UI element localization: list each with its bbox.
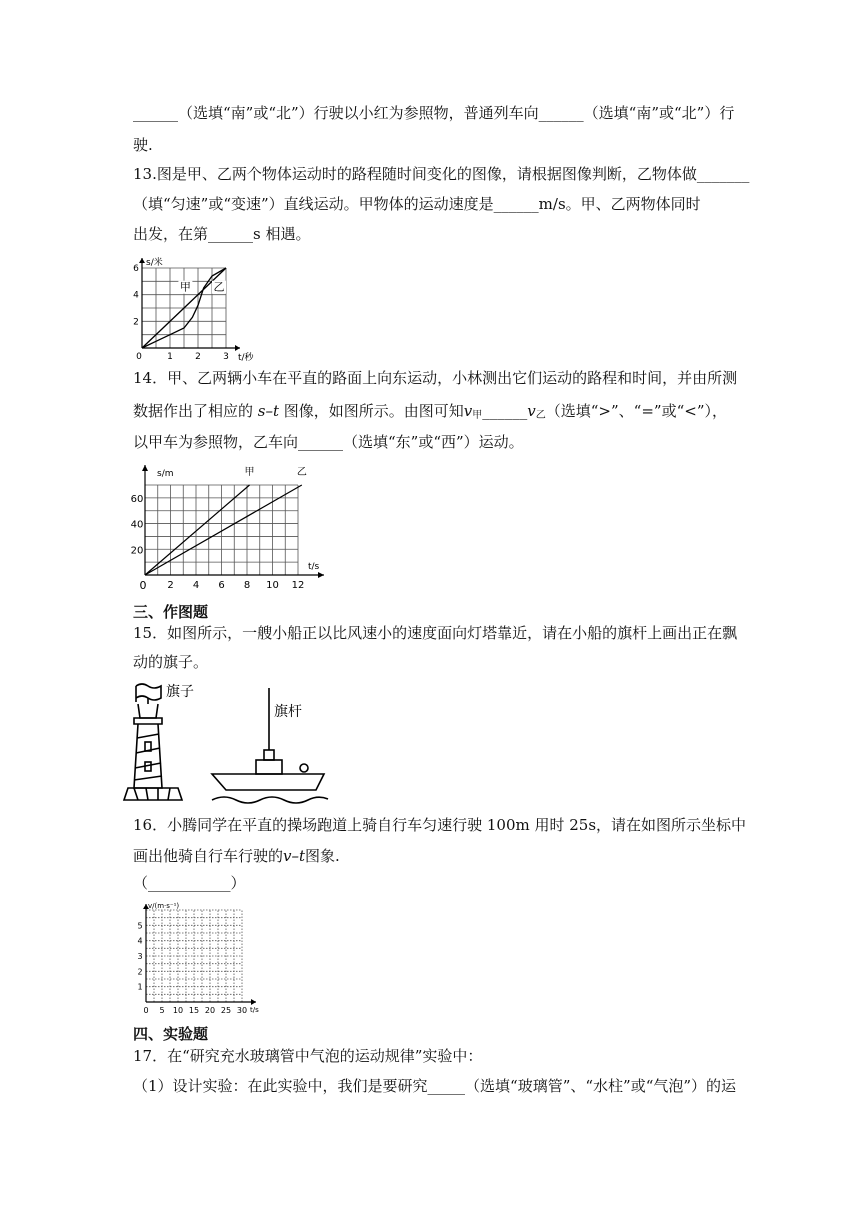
y-tick-label: 1 <box>137 982 143 992</box>
x-tick-label: 5 <box>159 1006 165 1015</box>
q15-figure <box>128 678 348 808</box>
origin-label: 0 <box>136 352 142 362</box>
x-tick-label: 8 <box>243 580 251 591</box>
x-arrow <box>318 572 324 578</box>
y-tick-label: 4 <box>133 290 139 301</box>
q14-text-post: （选填“>”、“=”或“<”）， <box>545 402 727 420</box>
q16-text-pre: 画出他骑自行车行驶的 <box>133 847 284 865</box>
series-label: 甲 <box>244 467 255 478</box>
y-axis-label: s/m <box>157 469 174 479</box>
x-tick-label: 0 <box>143 1006 149 1015</box>
q17-line-1: 17．在“研究充水玻璃管中气泡的运动规律”实验中： <box>133 1047 483 1065</box>
x-tick-label: 3 <box>223 352 229 362</box>
y-tick-label: 4 <box>137 936 143 946</box>
q15-line-1: 15．如图所示，一艘小船正以比风速小的速度面向灯塔靠近，请在小船的旗杆上画出正在飘 <box>133 624 738 642</box>
boat <box>212 688 328 803</box>
flag-label-group <box>166 684 194 700</box>
series-label: 甲 <box>179 280 191 294</box>
x-tick-label: 4 <box>192 580 200 591</box>
flag-label: 旗子 <box>166 684 194 700</box>
x-arrow <box>235 345 240 351</box>
x-axis-label: t/s <box>250 1006 259 1014</box>
section-3-heading: 三、作图题 <box>133 603 209 621</box>
q14-blank: ______ <box>482 402 528 420</box>
q16-chart <box>130 898 270 1020</box>
x-tick-label: 2 <box>195 352 201 362</box>
x-tick-label: 20 <box>204 1006 216 1015</box>
q14-st: s–t <box>257 402 280 420</box>
q14-line-1: 14．甲、乙两辆小车在平直的路面上向东运动，小林测出它们运动的路程和时间，并由所测 <box>133 369 738 387</box>
y-tick-label: 60 <box>130 493 144 505</box>
x-tick-label: 12 <box>291 580 305 591</box>
q12-line-2: 驶. <box>133 136 153 154</box>
q14-sub-jia: 甲 <box>472 410 483 421</box>
q14-sub-yi: 乙 <box>535 410 546 421</box>
q14-v-jia: v <box>463 402 473 420</box>
q14-line-3: 以甲车为参照物，乙车向______（选填“东”或“西”）运动。 <box>133 433 524 451</box>
y-tick-label: 5 <box>137 921 143 931</box>
x-tick-label: 10 <box>172 1006 184 1015</box>
x-arrow <box>251 999 256 1005</box>
q14-line-2 <box>133 401 727 426</box>
q16-text-post: 图象. <box>305 847 340 865</box>
mast-label: 旗杆 <box>274 704 302 720</box>
y-tick-label: 20 <box>130 545 144 557</box>
x-tick-label: 1 <box>167 352 173 362</box>
y-tick-label: 3 <box>137 952 143 961</box>
series-label: 乙 <box>213 280 225 294</box>
section-4-heading: 四、实验题 <box>133 1025 209 1043</box>
series-line-yi <box>145 485 302 575</box>
y-arrow <box>142 465 148 471</box>
q15-line-2: 动的旗子。 <box>133 653 209 671</box>
lighthouse <box>124 684 182 800</box>
y-tick-label: 40 <box>130 519 144 531</box>
q16-answer-blank: （___________） <box>133 874 246 892</box>
q13-line-2: （填“匀速”或“变速”）直线运动。甲物体的运动速度是______m/s。甲、乙两物体同时 <box>133 195 701 213</box>
origin-label: 0 <box>139 579 147 592</box>
x-axis-label: t/秒 <box>238 353 254 363</box>
series-label: 乙 <box>296 467 307 478</box>
y-axis-label: v/(m·s⁻¹) <box>148 902 180 910</box>
x-tick-label: 15 <box>188 1006 200 1015</box>
q14-v-yi: v <box>527 402 536 420</box>
q13-chart <box>128 252 268 362</box>
q13-line-1: 13.图是甲、乙两个物体运动时的路程随时间变化的图像，请根据图像判断，乙物体做_______ <box>133 165 750 183</box>
y-tick-label: 2 <box>133 317 139 328</box>
q14-chart <box>128 462 343 597</box>
q14-text-pre: 数据作出了相应的 <box>133 402 258 420</box>
y-arrow <box>139 258 145 263</box>
y-tick-label: 2 <box>137 967 143 977</box>
x-tick-label: 25 <box>220 1006 232 1015</box>
y-tick-label: 6 <box>133 264 139 274</box>
q16-line-2 <box>133 846 340 866</box>
x-axis-label: t/s <box>308 562 320 572</box>
q12-line-1: ______（选填“南”或“北”）行驶以小红为参照物，普通列车向______（选填“南”或“北”）行 <box>133 104 735 122</box>
q17-line-2: （1）设计实验：在此实验中，我们是要研究_____（选填“玻璃管”、“水柱”或“气泡”）的运 <box>133 1077 737 1095</box>
x-tick-label: 30 <box>236 1006 248 1015</box>
q13-line-3: 出发，在第______s 相遇。 <box>133 225 311 243</box>
q16-line-1: 16．小腾同学在平直的操场跑道上骑自行车匀速行驶 100m 用时 25s，请在如图所示坐标中 <box>133 816 747 834</box>
q16-vt: v–t <box>283 847 306 865</box>
q14-text-mid: 图像，如图所示。由图可知 <box>279 402 464 420</box>
x-tick-label: 6 <box>218 580 225 591</box>
x-tick-label: 10 <box>266 580 279 591</box>
x-tick-label: 2 <box>167 580 174 591</box>
lighthouse-flag <box>136 684 161 700</box>
y-axis-label: s/米 <box>146 258 163 268</box>
grid <box>146 910 242 1002</box>
